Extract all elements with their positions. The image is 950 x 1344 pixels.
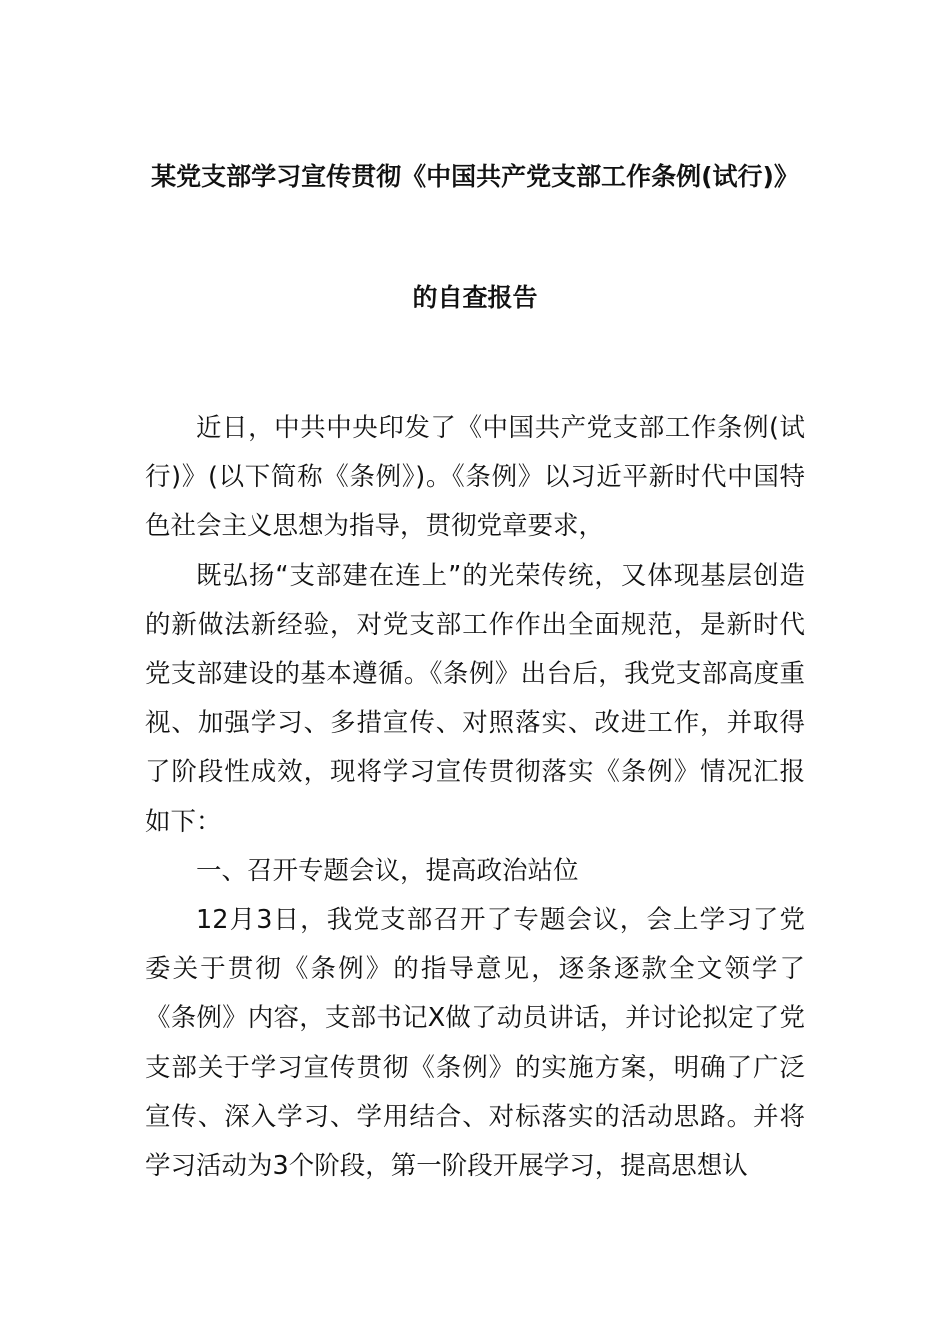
paragraph-intro: 近日，中共中央印发了《中国共产党支部工作条例(试行)》(以下简称《条例》)。《条例》以习近平新时代中国特色社会主义思想为指导，贯彻党章要求， <box>145 413 805 542</box>
paragraph-overview: 既弘扬“支部建在连上”的光荣传统，又体现基层创造的新做法新经验，对党支部工作作出全面规范，是新时代党支部建设的基本遵循。《条例》出台后，我党支部高度重视、加强学习、多措宣传、对照落实、改进工作，并取得了阶段性成效，现将学习宣传贯彻落实《条例》情况汇报如下： <box>145 560 805 837</box>
document-title-line-1: 某党支部学习宣传贯彻《中国共产党支部工作条例(试行)》 <box>151 162 799 191</box>
section-heading: 一、召开专题会议，提高政治站位 <box>196 855 579 886</box>
document-title-line-2: 的自查报告 <box>412 283 538 312</box>
document-body <box>145 404 805 1191</box>
section-paragraph: 12月3日，我党支部召开了专题会议，会上学习了党委关于贯彻《条例》的指导意见，逐条逐款全文领学了《条例》内容，支部书记X做了动员讲话，并讨论拟定了党支部关于学习宣传贯彻《条例》的实施方案，明确了广泛宣传、深入学习、学用结合、对标落实的活动思路。并将学习活动为3个阶段，第一阶段开展学习，提高思想认 <box>145 905 805 1182</box>
